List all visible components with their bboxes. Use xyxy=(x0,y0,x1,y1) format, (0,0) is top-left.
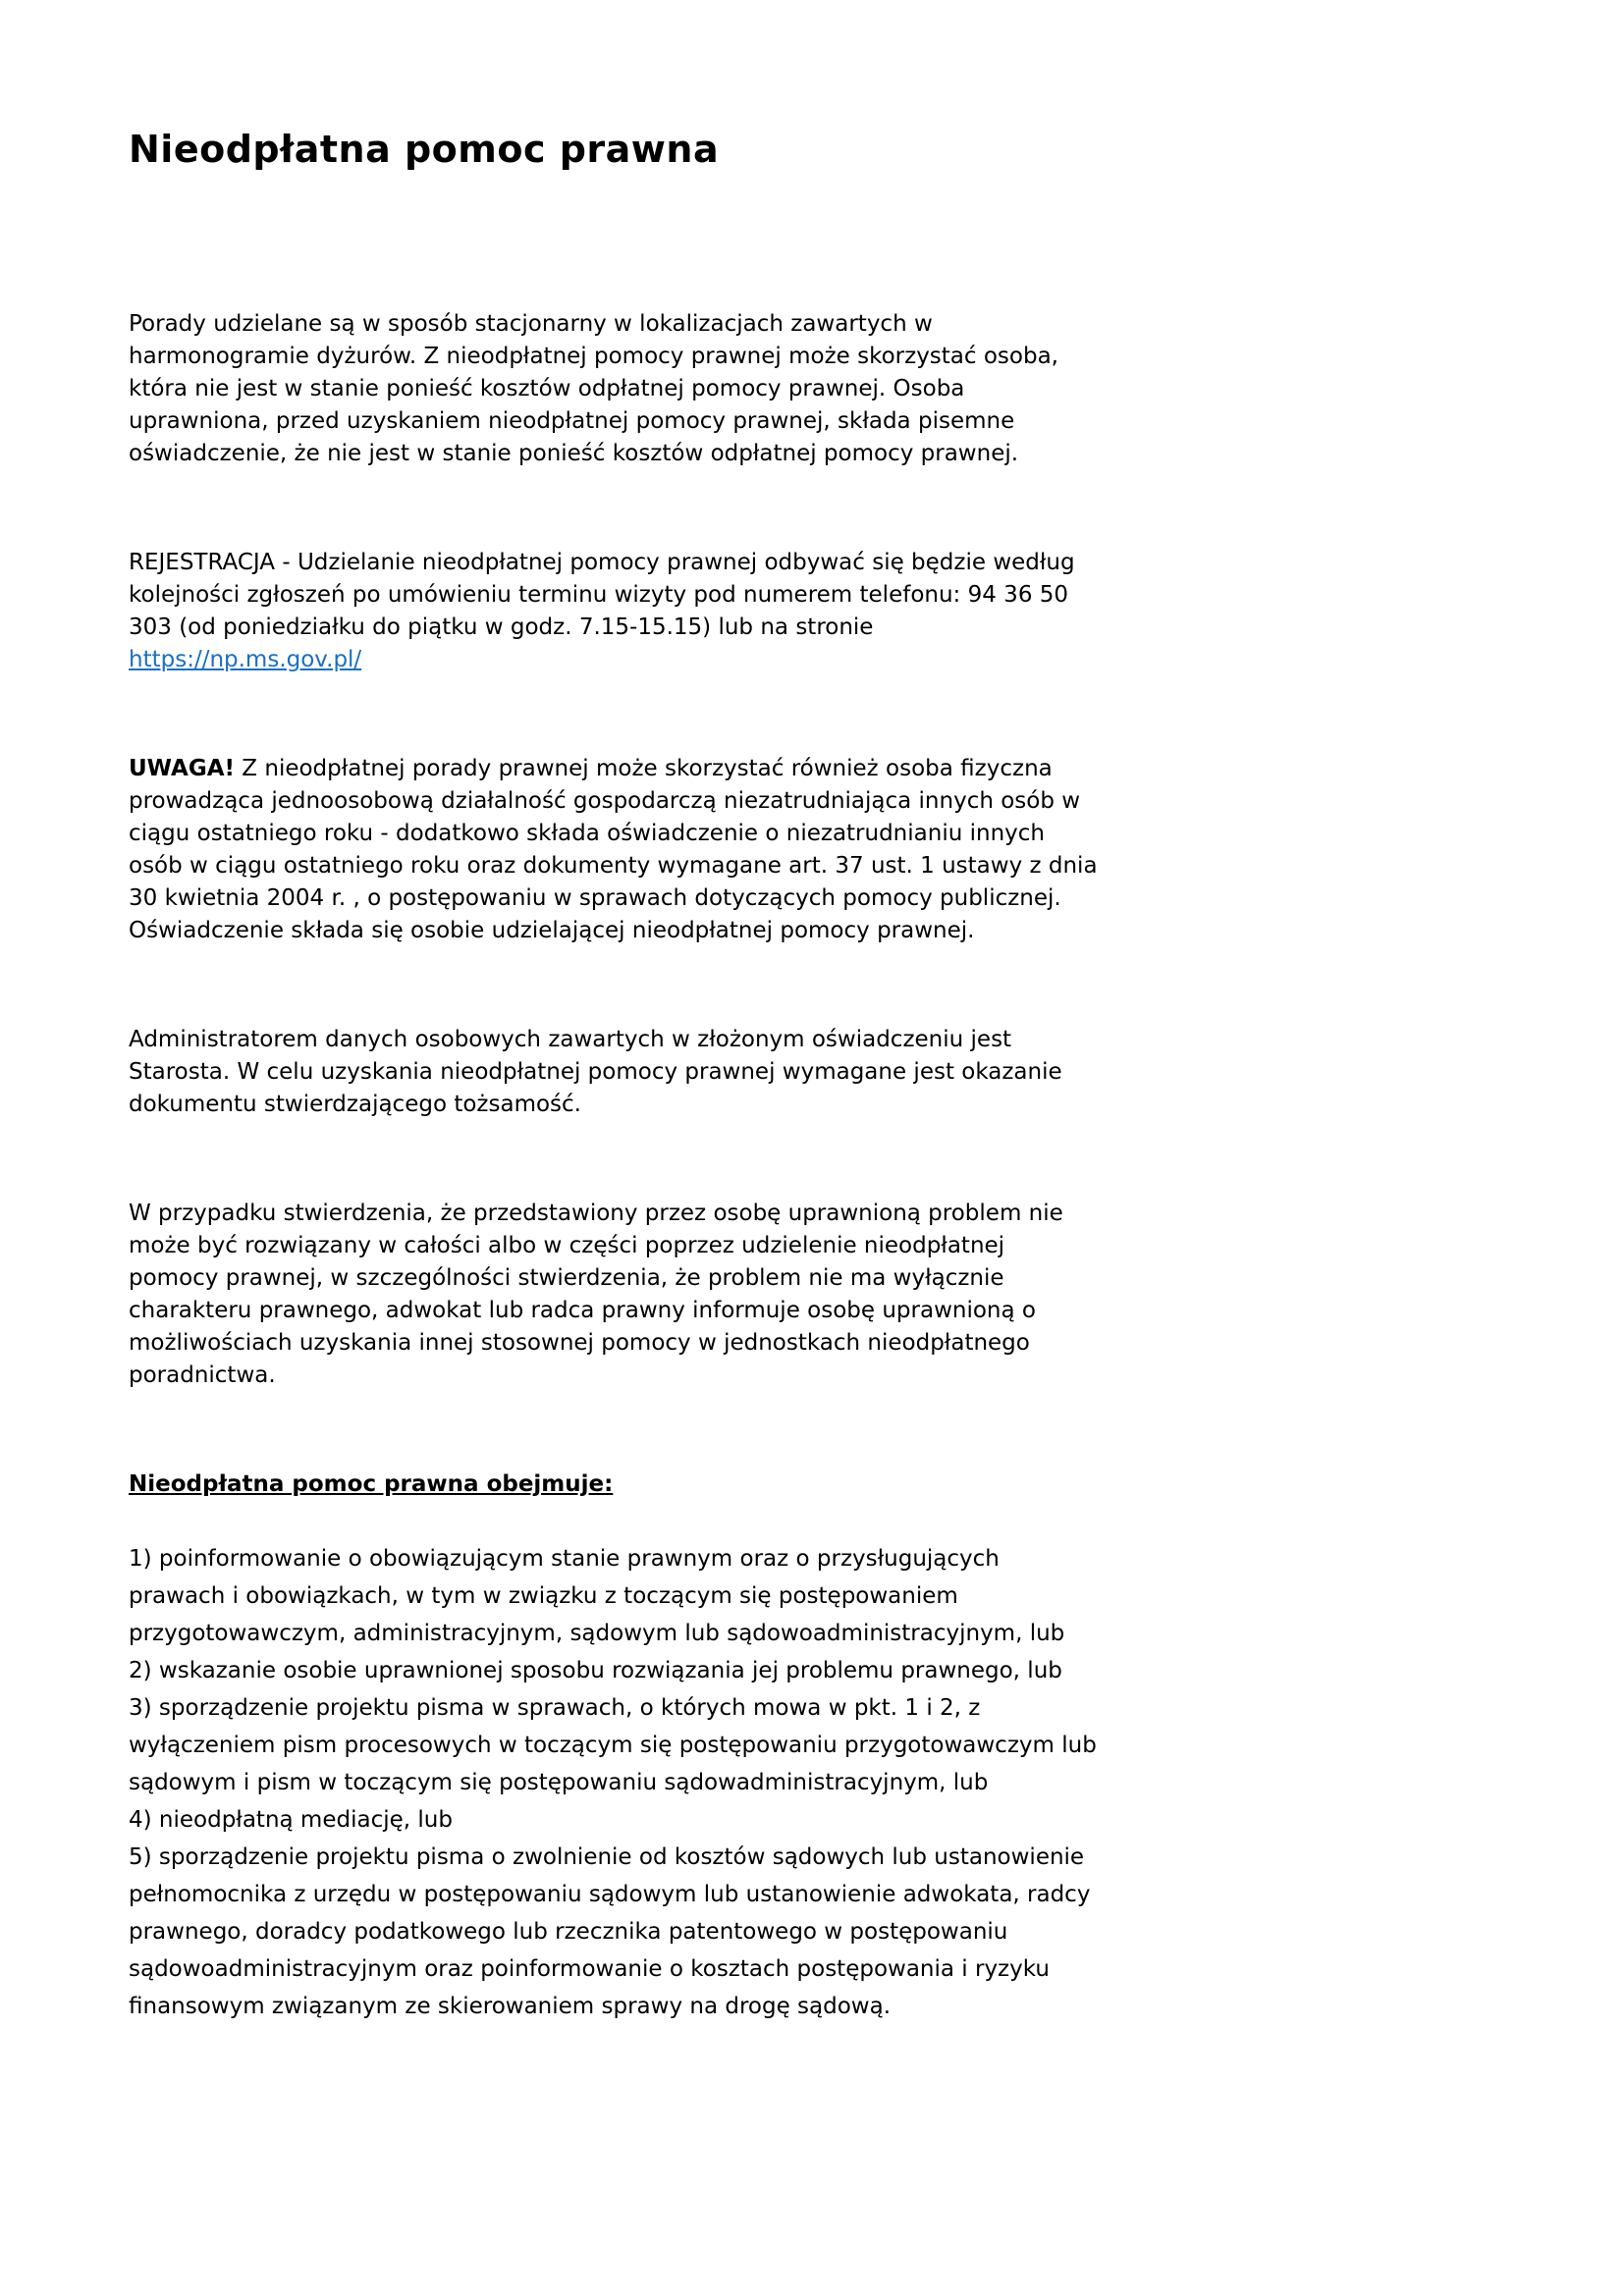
page-title: Nieodpłatna pomoc prawna xyxy=(129,128,720,171)
paragraph-administrator: Administratorem danych osobowych zawartych w złożonym oświadczeniu jest Starosta. W celu uzyskania nieodpłatnej pomocy prawnej wymagane jest okazanie dokumentu stwierdzającego tożsamość. xyxy=(129,1027,1062,1117)
paragraph-uwaga xyxy=(129,753,1101,947)
rejestracja-text: REJESTRACJA - Udzielanie nieodpłatnej pomocy prawnej odbywać się będzie według kolejności zgłoszeń po umówieniu terminu wizyty pod numerem telefonu: 94 36 50 303 (od poniedziałku do piątku w godz. 7.15-15.15) lub na stronie xyxy=(129,550,1075,640)
list-item: 4) nieodpłatną mediację, lub xyxy=(129,1807,453,1833)
np-ms-gov-link[interactable]: https://np.ms.gov.pl/ xyxy=(129,647,362,672)
uwaga-text: Z nieodpłatnej porady prawnej może skorzystać również osoba fizyczna prowadząca jednoosobową działalność gospodarczą niezatrudniająca innych osób w ciągu ostatniego roku - dodatkowo składa oświadczenie o niezatrudnianiu innych osób w ciągu ostatniego roku oraz dokumenty wymagane art. 37 ust. 1 ustawy z dnia 30 kwietnia 2004 r. , o postępowaniu w sprawach dotyczących pomocy publicznej. Oświadczenie składa się osobie udzielającej nieodpłatnej pomocy prawnej. xyxy=(129,756,1098,943)
list-item: 1) poinformowanie o obowiązującym stanie prawnym oraz o przysługujących prawach i obowiązkach, w tym w związku z toczącym się postępowaniem przygotowawczym, administracyjnym, sądowym lub sądowoadministracyjnym, lub xyxy=(129,1546,1065,1646)
paragraph-w-przypadku: W przypadku stwierdzenia, że przedstawiony przez osobę uprawnioną problem nie może być rozwiązany w całości albo w części poprzez udzielenie nieodpłatnej pomocy prawnej, w szczególności stwierdzenia, że problem nie ma wyłącznie charakteru prawnego, adwokat lub radca prawny informuje osobę uprawnioną o możliwościach uzyskania innej stosownej pomocy w jednostkach nieodpłatnego poradnictwa. xyxy=(129,1201,1063,1388)
list-item: 3) sporządzenie projektu pisma w sprawach, o których mowa w pkt. 1 i 2, z wyłączeniem pism procesowych w toczącym się postępowaniu przygotowawczym lub sądowym i pism w toczącym się postępowaniu sądowadministracyjnym, lub xyxy=(129,1695,1097,1795)
legal-aid-list xyxy=(129,1540,1101,2025)
paragraph-intro: Porady udzielane są w sposób stacjonarny w lokalizacjach zawartych w harmonogramie dyżurów. Z nieodpłatnej pomocy prawnej może skorzystać osoba, która nie jest w stanie ponieść kosztów odpłatnej pomocy prawnej. Osoba uprawniona, przed uzyskaniem nieodpłatnej pomocy prawnej, składa pisemne oświadczenie, że nie jest w stanie ponieść kosztów odpłatnej pomocy prawnej. xyxy=(129,311,1058,466)
list-heading: Nieodpłatna pomoc prawna obejmuje: xyxy=(129,1471,614,1497)
list-item: 5) sporządzenie projektu pisma o zwolnienie od kosztów sądowych lub ustanowienie pełnomocnika z urzędu w postępowaniu sądowym lub ustanowienie adwokata, radcy prawnego, doradcy podatkowego lub rzecznika patentowego w postępowaniu sądowoadministracyjnym oraz poinformowanie o kosztach postępowania i ryzyku finansowym związanym ze skierowaniem sprawy na drogę sądową. xyxy=(129,1844,1091,2019)
paragraph-rejestracja xyxy=(129,547,1101,676)
uwaga-label: UWAGA! xyxy=(129,756,235,781)
list-item: 2) wskazanie osobie uprawnionej sposobu rozwiązania jej problemu prawnego, lub xyxy=(129,1658,1062,1683)
